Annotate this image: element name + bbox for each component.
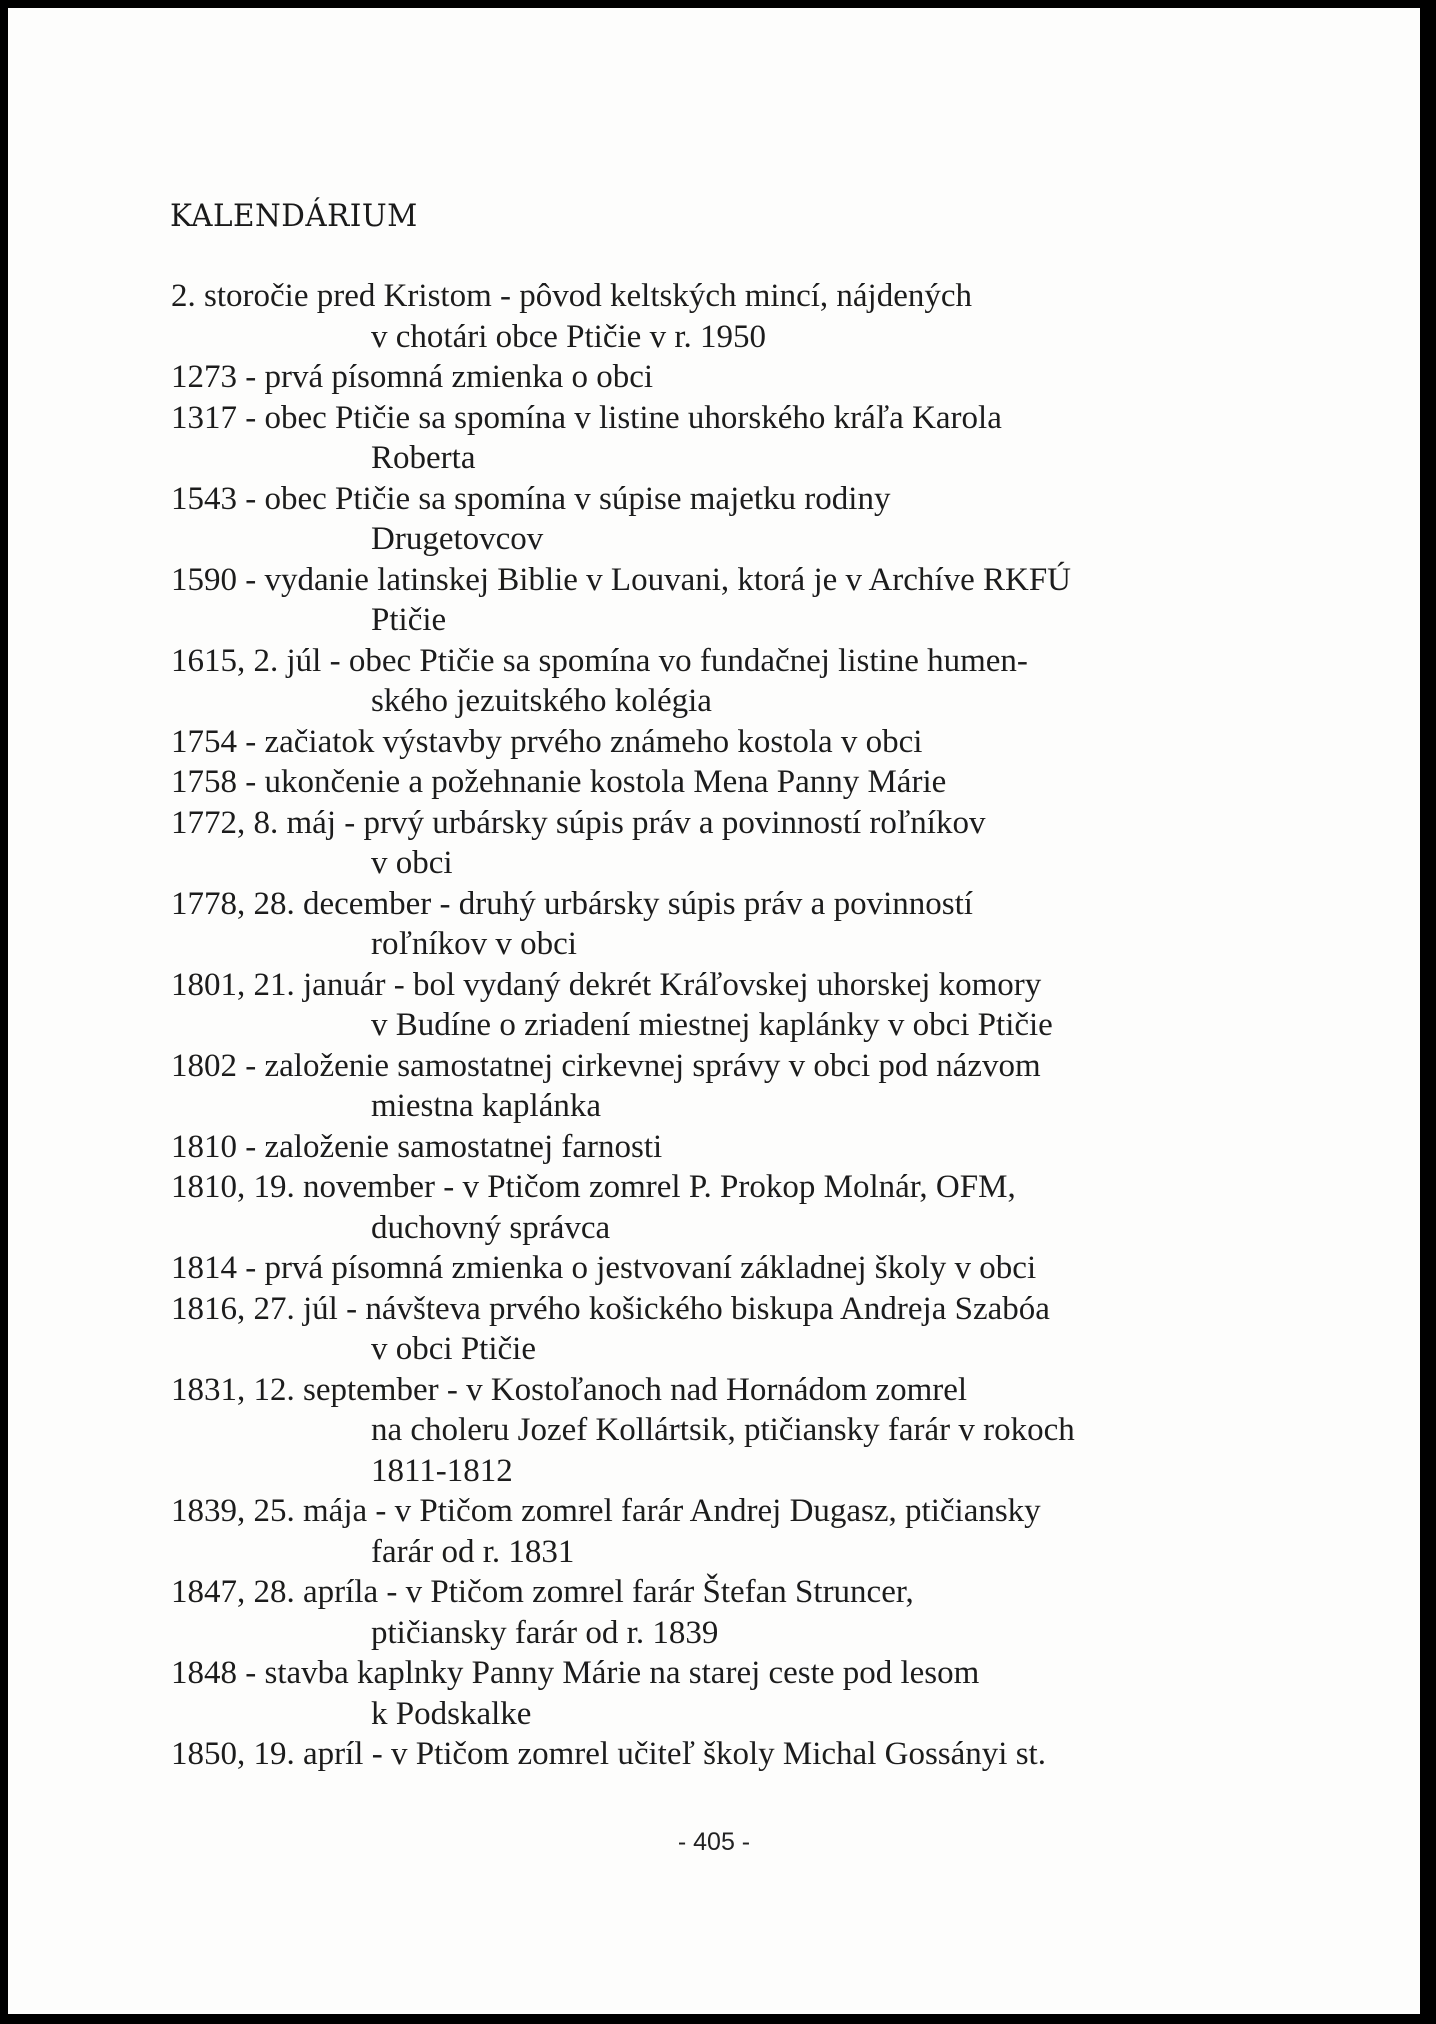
calendar-entry [171,560,1271,641]
entry-continuation-line: v chotári obce Ptičie v r. 1950 [371,318,766,355]
entry-continuation-line: roľníkov v obci [371,926,577,962]
entry-line: 1273 - prvá písomná zmienka o obci [171,359,654,395]
entry-continuation-line: v Budíne o zriadení miestnej kaplánky v obci Ptičie [371,1007,1053,1043]
entry-line: 1810 - založenie samostatnej farnosti [171,1128,663,1165]
calendar-entry [171,1167,1271,1248]
calendar-entry-list [171,276,1271,1775]
entry-line: 1847, 28. apríla - v Ptičom zomrel farár Štefan Struncer, [171,1574,914,1610]
entry-continuation-line: k Podskalke [371,1695,532,1732]
entry-line: 1758 - ukončenie a požehnanie kostola Mena Panny Márie [171,764,947,800]
entry-line: 2. storočie pred Kristom - pôvod keltských mincí, nájdených [171,278,972,314]
page-heading: KALENDÁRIUM [170,198,418,234]
calendar-entry [171,722,1271,763]
entry-line: 1839, 25. mája - v Ptičom zomrel farár Andrej Dugasz, ptičiansky [171,1493,1041,1529]
entry-line: 1317 - obec Ptičie sa spomína v listine uhorského kráľa Karola [171,399,1002,436]
entry-line: 1590 - vydanie latinskej Biblie v Louvani, ktorá je v Archíve RKFÚ [171,561,1072,598]
entry-continuation-line: v obci Ptičie [371,1331,536,1367]
calendar-entry [171,1248,1271,1289]
calendar-entry [171,276,1271,357]
calendar-entry [171,479,1271,560]
entry-continuation-line: v obci [371,845,453,881]
calendar-entry [171,1572,1271,1653]
calendar-entry [171,1734,1271,1775]
calendar-entry [171,1127,1271,1168]
calendar-entry [171,641,1271,722]
entry-line: 1543 - obec Ptičie sa spomína v súpise majetku rodiny [171,480,891,517]
calendar-entry [171,884,1271,965]
entry-line: 1816, 27. júl - návšteva prvého košického biskupa Andreja Szabóa [171,1290,1050,1327]
calendar-entry [171,1370,1271,1492]
calendar-entry [171,803,1271,884]
entry-line: 1754 - začiatok výstavby prvého známeho kostola v obci [171,723,923,760]
document-page [8,8,1420,2014]
calendar-entry [171,965,1271,1046]
entry-line: 1831, 12. september - v Kostoľanoch nad Hornádom zomrel [171,1371,968,1408]
page-number: - 405 - [677,1828,751,1856]
entry-line: 1802 - založenie samostatnej cirkevnej správy v obci pod názvom [171,1047,1041,1084]
entry-continuation-line: Drugetovcov [371,521,544,557]
entry-line: 1848 - stavba kaplnky Panny Márie na starej ceste pod lesom [171,1655,980,1691]
entry-continuation-line: Ptičie [371,602,447,638]
entry-line: 1778, 28. december - druhý urbársky súpis práv a povinností [171,885,973,922]
calendar-entry [171,398,1271,479]
entry-continuation-line: na choleru Jozef Kollártsik, ptičiansky farár v rokoch [371,1412,1075,1448]
entry-continuation-line: Roberta [371,440,476,476]
calendar-entry [171,357,1271,398]
calendar-entry [171,1491,1271,1572]
calendar-entry [171,762,1271,803]
entry-line: 1772, 8. máj - prvý urbársky súpis práv a povinností roľníkov [171,804,986,841]
entry-continuation-line: farár od r. 1831 [371,1533,575,1570]
entry-continuation-line: miestna kaplánka [371,1088,602,1124]
entry-line: 1814 - prvá písomná zmienka o jestvovaní základnej školy v obci [171,1250,1037,1286]
calendar-entry [171,1289,1271,1370]
entry-continuation-line: ského jezuitského kolégia [371,683,712,719]
entry-continuation-line: 1811-1812 [371,1452,513,1489]
entry-line: 1801, 21. január - bol vydaný dekrét Kráľovskej uhorskej komory [171,966,1042,1003]
entry-continuation-line: duchovný správca [371,1209,611,1246]
entry-line: 1810, 19. november - v Ptičom zomrel P. Prokop Molnár, OFM, [171,1169,1016,1205]
entry-line: 1850, 19. apríl - v Ptičom zomrel učiteľ školy Michal Gossányi st. [171,1736,1046,1772]
entry-line: 1615, 2. júl - obec Ptičie sa spomína vo fundačnej listine humen- [171,642,1028,679]
entry-continuation-line: ptičiansky farár od r. 1839 [371,1614,719,1651]
calendar-entry [171,1046,1271,1127]
calendar-entry [171,1653,1271,1734]
